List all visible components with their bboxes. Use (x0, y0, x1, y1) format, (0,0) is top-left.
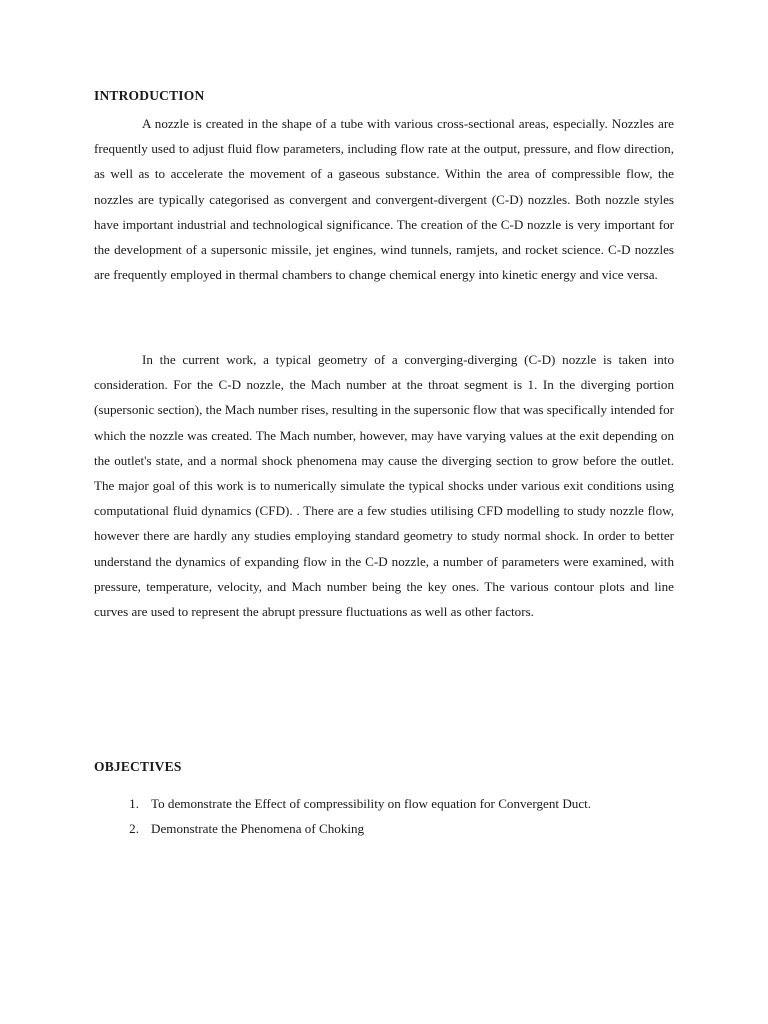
list-item-number: 2. (129, 821, 139, 837)
list-item-text: Demonstrate the Phenomena of Choking (151, 821, 365, 837)
objectives-list (94, 791, 674, 841)
list-item-number: 1. (129, 796, 139, 811)
list-item (94, 816, 674, 841)
list-item-text: To demonstrate the Effect of compressibility on flow equation for Convergent Duct. (151, 796, 592, 811)
introduction-heading: INTRODUCTION (94, 88, 205, 103)
objectives-heading: OBJECTIVES (94, 759, 182, 774)
list-item (94, 791, 674, 816)
introduction-paragraph-1: A nozzle is created in the shape of a tube with various cross-sectional areas, especially. Nozzles are frequently used to adjust fluid flow parameters, including flow rate at the output, pressure, and flow direction, as well as to accelerate the movement of a gaseous substance. Within the area of compressible flow, the nozzles are typically categorised as convergent and convergent-divergent (C-D) nozzles. Both nozzle styles have important industrial and technological significance. The creation of the C-D nozzle is very important for the development of a supersonic missile, jet engines, wind tunnels, ramjets, and rocket science. C-D nozzles are frequently employed in thermal chambers to change chemical energy into kinetic energy and vice versa. (94, 116, 674, 283)
introduction-paragraph-2: In the current work, a typical geometry of a converging-diverging (C-D) nozzle is taken into consideration. For the C-D nozzle, the Mach number at the throat segment is 1. In the diverging portion (supersonic section), the Mach number rises, resulting in the supersonic flow that was specifically intended for which the nozzle was created. The Mach number, however, may have varying values at the exit depending on the outlet's state, and a normal shock phenomena may cause the diverging section to grow before the outlet. The major goal of this work is to numerically simulate the typical shocks under various exit conditions using computational fluid dynamics (CFD). . There are a few studies utilising CFD modelling to study nozzle flow, however there are hardly any studies employing standard geometry to study normal shock. In order to better understand the dynamics of expanding flow in the C-D nozzle, a number of parameters were examined, with pressure, temperature, velocity, and Mach number being the key ones. The various contour plots and line curves are used to represent the abrupt pressure fluctuations as well as other factors. (94, 352, 674, 620)
